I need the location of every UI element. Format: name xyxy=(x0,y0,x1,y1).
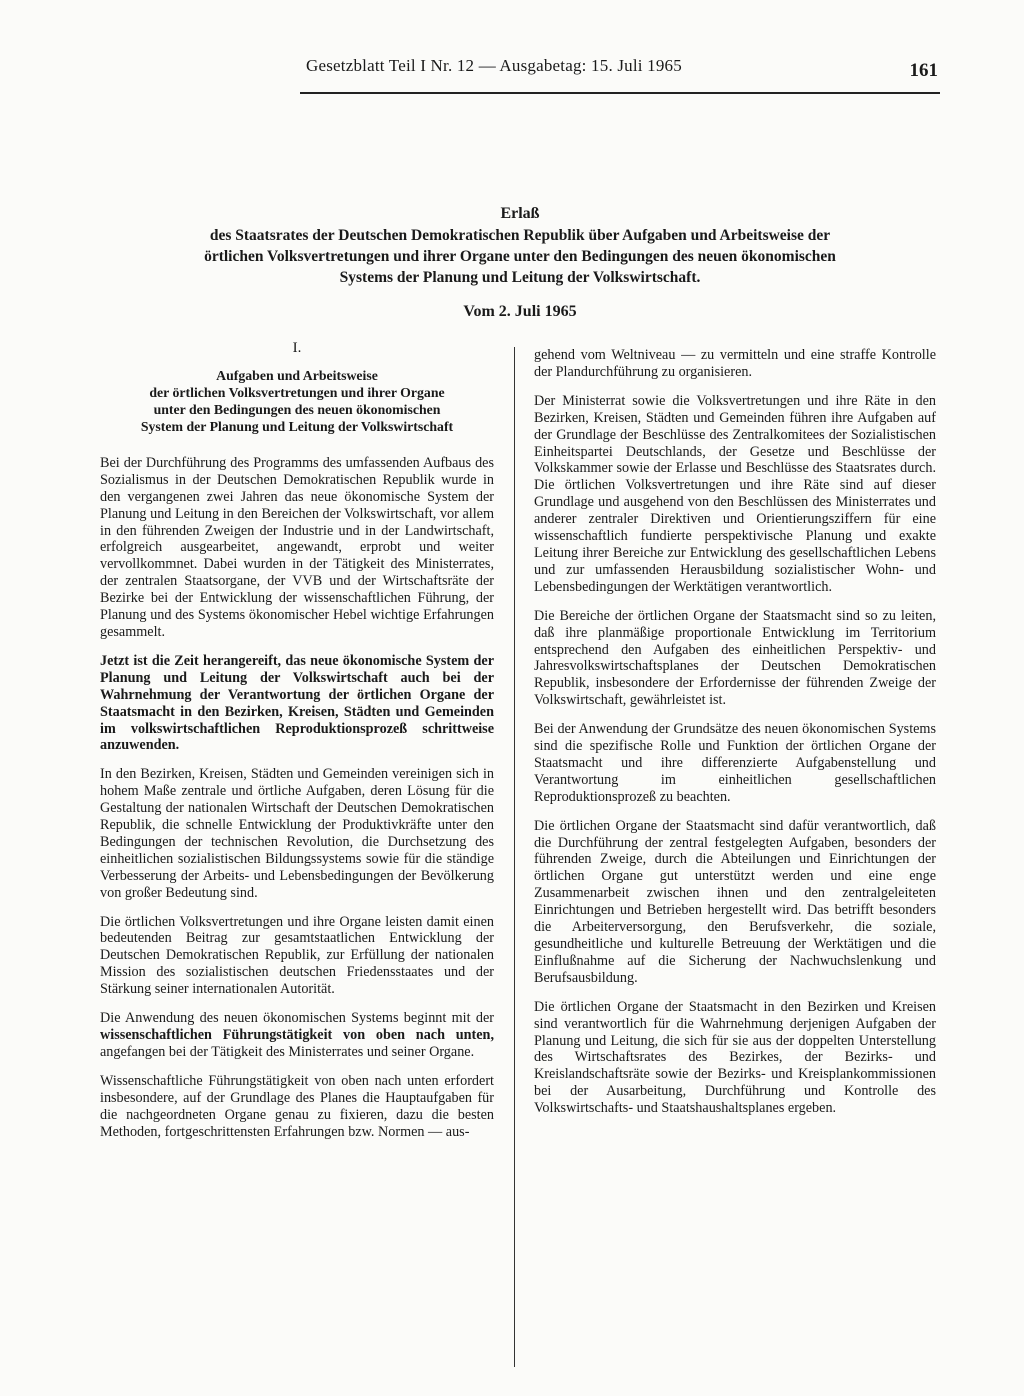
right-paragraph-6: Die örtlichen Organe der Staatsmacht in den Bezirken und Kreisen sind verantwortlich für die Wahrnehmung derjenigen Aufgaben der Planung und Leitung, die sich für sie aus der doppelten Unterstellung des Wirtschaftsrates des Bezirkes, der Bezirks- und Kreislandschaftsräte sowie der Bezirks- und Kreisplankommissionen bei der Ausarbeitung, Durchführung und Kontrolle des Volkswirtschafts- und Staatshaushaltsplanes ergeben. xyxy=(534,998,936,1117)
decree-title-line-3: Systems der Planung und Leitung der Volkswirtschaft. xyxy=(339,269,701,286)
column-divider xyxy=(514,347,515,1367)
header-publication-line: Gesetzblatt Teil I Nr. 12 — Ausgabetag: 15. Juli 1965 xyxy=(306,56,682,75)
left-paragraph-3: In den Bezirken, Kreisen, Städten und Gemeinden vereinigen sich in hohem Maße zentrale und örtliche Aufgaben, deren Lösung für die Gestaltung der nationalen Wirtschaft der Deutschen Demokratischen Republik, die schnelle Entwicklung der Produktivkräfte unter den Bedingungen der technischen Revolution, die Durchsetzung des einheitlichen sozialistischen Bildungssystems sowie für die ständige Verbesserung der Arbeits- und Lebensbedingungen der Bevölkerung von großer Bedeutung sind. xyxy=(100,766,494,901)
right-paragraph-3: Die Bereiche der örtlichen Organe der Staatsmacht sind so zu leiten, daß ihre planmäßige proportionale Entwicklung im Territorium entsprechend den Aufgaben des einheitlichen Perspektiv- und Jahresvolkswirtschaftsplanes der Deutschen Demokratischen Republik, insbesondere der Erfordernisse der führenden Zweige der Volkswirtschaft, gewährleistet ist. xyxy=(534,607,936,709)
running-header xyxy=(300,52,940,94)
left-paragraph-1: Bei der Durchführung des Programms des umfassenden Aufbaus des Sozialismus in der Deutschen Demokratischen Republik wurde in den vergangenen zwei Jahren das neue ökonomische System der Planung und Leitung in den Bereichen der Volkswirtschaft, vor allem in den führenden Zweigen der Industrie und in der Landwirtschaft, erfolgreich ausgearbeitet, angewandt, erprobt und weiter vervollkommnet. Dabei wurden in der Tätigkeit des Ministerrates, der zentralen Staatsorgane, der VVB und der Wirtschaftsräte der Bezirke bei der Entwicklung der wissenschaftlichen Führung, der Planung und des Systems ökonomischer Hebel wichtige Erfahrungen gesammelt. xyxy=(100,454,494,640)
left-paragraph-6: Wissenschaftliche Führungstätigkeit von oben nach unten erfordert insbesondere, auf der Grundlage des Planes die Hauptaufgaben für die nachgeordneten Organe genau zu fixieren, dazu die besten Methoden, fortgeschrittensten Erfahrungen bzw. Normen — aus- xyxy=(100,1072,494,1140)
right-column xyxy=(534,347,936,1129)
right-paragraph-2: Der Ministerrat sowie die Volksvertretungen und ihre Räte in den Bezirken, Kreisen, Städten und Gemeinden führen ihre Aufgaben auf der Grundlage der Beschlüsse des Zentralkomitees der Sozialistischen Einheitspartei Deutschlands, der Gesetze und Beschlüsse der Volkskammer sowie der Erlasse und Beschlüsse des Staatsrates durch. Die örtlichen Volksvertretungen und ihre Räte sind auf dieser Grundlage und ausgehend von den Beschlüssen des Ministerrates und anderer zentraler Direktiven und Orientierungsziffern für eine wissenschaftlich fundierte perspektivische Planung und exakte Leitung ihrer Bereiche zur Entwicklung des gesellschaftlichen Lebens und zur umfassenden Herausbildung sozialistischer Wohn- und Lebensbedingungen der Werktätigen verantwortlich. xyxy=(534,392,936,595)
right-paragraph-4: Bei der Anwendung der Grundsätze des neuen ökonomischen Systems sind die spezifische Rolle und Funktion der örtlichen Organe der Staatsmacht und ihre differenzierte Aufgabenstellung und Verantwortung im einheitlichen gesellschaftlichen Reproduktionsprozeß zu beachten. xyxy=(534,721,936,805)
left-paragraph-5-end: angefangen bei der Tätigkeit des Ministerrates und seiner Organe. xyxy=(100,1043,475,1060)
page-number: 161 xyxy=(909,60,938,81)
decree-title-line-2: örtlichen Volksvertretungen und ihrer Organe unter den Bedingungen des neuen ökonomischen xyxy=(204,248,836,265)
left-paragraph-2: Jetzt ist die Zeit herangereift, das neue ökonomische System der Planung und Leitung der Volkswirtschaft auch bei der Wahrnehmung der Verantwortung der örtlichen Organe der Staatsmacht in den Bezirken, Kreisen, Städten und Gemeinden im volkswirtschaftlichen Reproduktionsprozeß schrittweise anzuwenden. xyxy=(100,652,494,754)
decree-heading: Erlaß xyxy=(500,205,540,222)
section-heading-line-3: unter den Bedingungen des neuen ökonomischen xyxy=(153,401,441,417)
left-paragraph-4: Die örtlichen Volksvertretungen und ihre Organe leisten damit einen bedeutenden Beitrag zur gesamtstaatlichen Entwicklung der Deutschen Demokratischen Republik, zur Erfüllung der nationalen Mission des sozialistischen deutschen Friedensstaates und der Stärkung seiner internationalen Autorität. xyxy=(100,913,494,998)
decree-date: Vom 2. Juli 1965 xyxy=(463,303,577,320)
left-paragraph-5-start: Die Anwendung des neuen ökonomischen Systems beginnt mit der xyxy=(100,1010,494,1027)
left-paragraph-5-emphasis: wissenschaftlichen Führungstätigkeit von oben nach unten, xyxy=(100,1027,494,1043)
right-paragraph-5: Die örtlichen Organe der Staatsmacht sind dafür verantwortlich, daß die Durchführung der zentral festgelegten Aufgaben, besonders der führenden Zweige, durch die Abteilungen und Einrichtungen der örtlichen Organe gut unterstützt werden und eine enge Zusammenarbeit zwischen ihnen und den zentralgeleiteten Einrichtungen und Betrieben hergestellt wird. Das betrifft besonders die Arbeiterversorgung, den Berufsverkehr, die soziale, gesundheitliche und kulturelle Betreuung der Werktätigen und die Einflußnahme auf die Sicherung der Nachwuchslenkung und Berufsausbildung. xyxy=(534,817,936,986)
left-column xyxy=(100,340,494,1152)
decree-title xyxy=(110,203,930,288)
section-number: I. xyxy=(292,340,302,356)
section-heading-line-4: System der Planung und Leitung der Volkswirtschaft xyxy=(140,418,454,434)
right-paragraph-1: gehend vom Weltniveau — zu vermitteln und eine straffe Kontrolle der Plandurchführung zu organisieren. xyxy=(534,347,936,380)
section-heading xyxy=(100,367,494,435)
section-heading-line-1: Aufgaben und Arbeitsweise xyxy=(216,367,378,383)
section-heading-line-2: der örtlichen Volksvertretungen und ihrer Organe xyxy=(149,384,445,400)
left-paragraph-5 xyxy=(100,1010,494,1061)
decree-title-line-1: des Staatsrates der Deutschen Demokratischen Republik über Aufgaben und Arbeitsweise der xyxy=(209,227,831,244)
